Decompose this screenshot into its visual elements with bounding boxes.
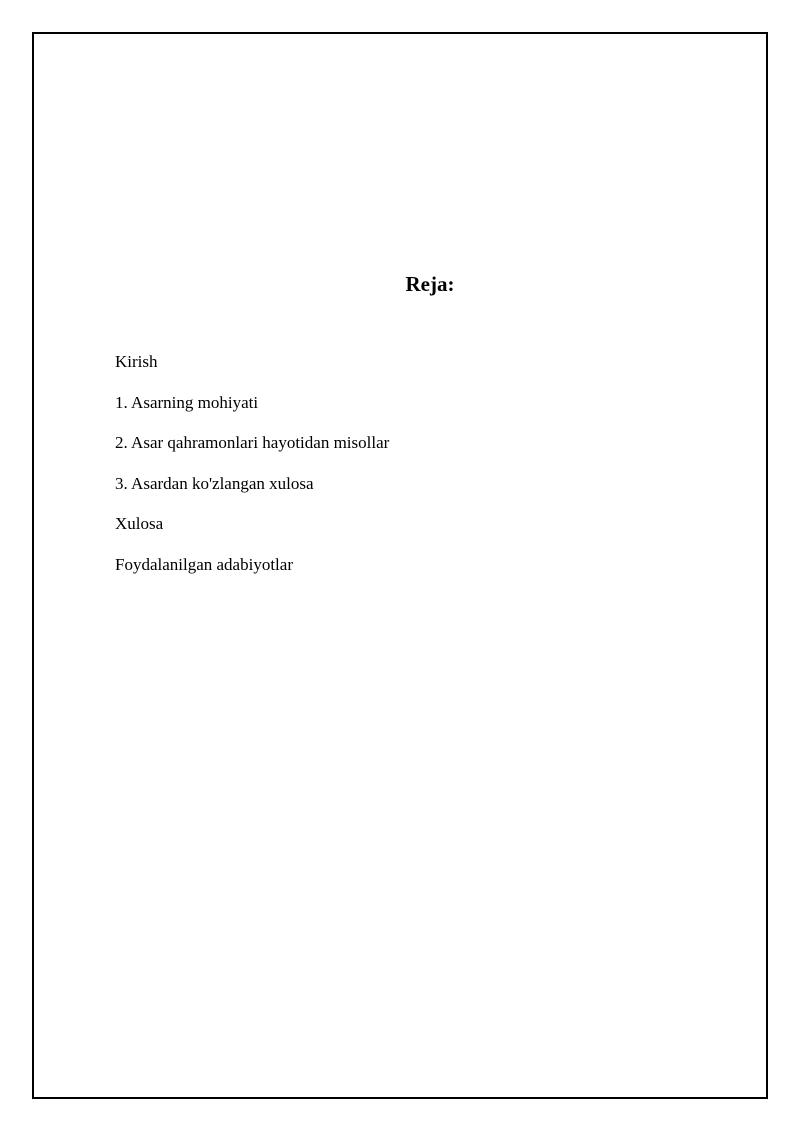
plan-item-2: 2. Asar qahramonlari hayotidan misollar: [115, 433, 390, 452]
plan-item-3: 3. Asardan ko'zlangan xulosa: [115, 473, 314, 493]
plan-item-introduction: Kirish: [115, 352, 158, 371]
plan-list: [115, 350, 389, 593]
document-page: [32, 32, 768, 1099]
plan-item-conclusion: Xulosa: [115, 514, 164, 533]
plan-item-1: 1. Asarning mohiyati: [115, 392, 259, 412]
document-title: Reja:: [405, 272, 455, 296]
plan-item-references: Foydalanilgan adabiyotlar: [115, 554, 293, 574]
